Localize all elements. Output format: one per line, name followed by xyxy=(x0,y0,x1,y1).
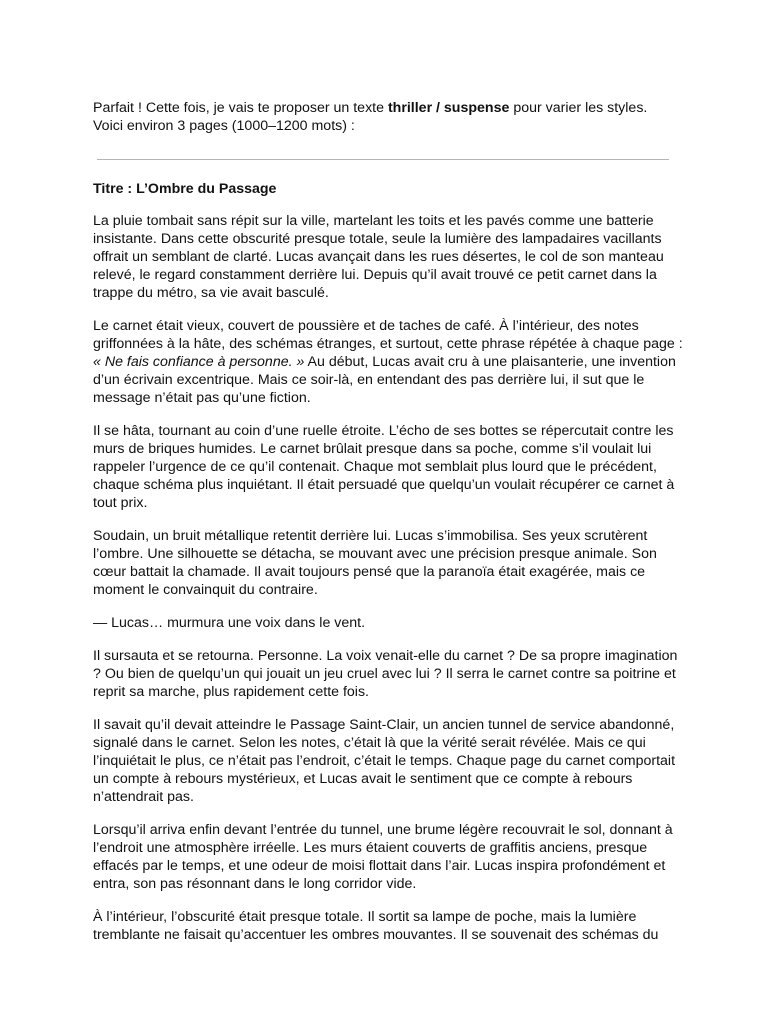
paragraph-9: À l’intérieur, l’obscurité était presque totale. Il sortit sa lampe de poche, mais la lumière tremblante ne faisait qu’accentuer les ombres mouvantes. Il se souvenait des schémas du xyxy=(93,909,659,943)
paragraph-1: La pluie tombait sans répit sur la ville, martelant les toits et les pavés comme une batterie insistante. Dans cette obscurité presque totale, seule la lumière des lampadaires vacillants offrait un semblant de clarté. Lucas avançait dans les rues désertes, le col de son manteau relevé, le regard constamment derrière lui. Depuis qu’il avait trouvé ce petit carnet dans la trappe du métro, sa vie avait basculé. xyxy=(93,213,664,301)
paragraph-2-start: Le carnet était vieux, couvert de poussière et de taches de café. À l’intérieur, des notes griffonnées à la hâte, des schémas étranges, et surtout, cette phrase répétée à chaque page : xyxy=(93,318,683,352)
story-title: Titre : L’Ombre du Passage xyxy=(93,181,277,197)
intro-line1-start: Parfait ! Cette fois, je vais te proposer un texte xyxy=(93,100,388,116)
paragraph-5-dialogue: — Lucas… murmura une voix dans le vent. xyxy=(93,615,366,631)
intro-text xyxy=(93,99,685,135)
paragraph-2-quote: « Ne fais confiance à personne. » xyxy=(93,354,305,370)
paragraph-6: Il sursauta et se retourna. Personne. La voix venait-elle du carnet ? De sa propre imagination ? Ou bien de quelqu’un qui jouait un jeu cruel avec lui ? Il serra le carnet contre sa poitrine et reprit sa marche, plus rapidement cette fois. xyxy=(93,648,678,700)
paragraph-2 xyxy=(93,317,685,407)
paragraph-2-end: Au début, Lucas avait cru à une plaisanterie, une invention d’un écrivain excentrique. Mais ce soir-là, en entendant des pas derrière lui, il sut que le message n’était pas qu’une fiction. xyxy=(93,354,676,406)
intro-line2: Voici environ 3 pages (1000–1200 mots) : xyxy=(93,118,355,134)
paragraph-7: Il savait qu’il devait atteindre le Passage Saint-Clair, un ancien tunnel de service abandonné, signalé dans le carnet. Selon les notes, c’était là que la vérité serait révélée. Mais ce qui l’inquiétait le plus, ce n’était pas l’endroit, c’était le temps. Chaque page du carnet comportait un compte à rebours mystérieux, et Lucas avait le sentiment que ce compte à rebours n’attendrait pas. xyxy=(93,717,676,805)
horizontal-divider xyxy=(97,159,669,160)
document-page xyxy=(93,99,685,944)
intro-line1-end: pour varier les styles. xyxy=(509,100,648,116)
paragraph-8: Lorsqu’il arriva enfin devant l’entrée du tunnel, une brume légère recouvrait le sol, donnant à l’endroit une atmosphère irréelle. Les murs étaient couverts de graffitis anciens, presque effacés par le temps, et une odeur de moisi flottait dans l’air. Lucas inspira profondément et entra, son pas résonnant dans le long corridor vide. xyxy=(93,822,673,892)
paragraph-3: Il se hâta, tournant au coin d’une ruelle étroite. L’écho de ses bottes se répercutait contre les murs de briques humides. Le carnet brûlait presque dans sa poche, comme s’il voulait lui rappeler l’urgence de ce qu’il contenait. Chaque mot semblait plus lourd que le précédent, chaque schéma plus inquiétant. Il était persuadé que quelqu’un voulait récupérer ce carnet à tout prix. xyxy=(93,423,675,511)
intro-genre-bold: thriller / suspense xyxy=(387,100,510,116)
paragraph-4: Soudain, un bruit métallique retentit derrière lui. Lucas s’immobilisa. Ses yeux scrutèrent l’ombre. Une silhouette se détacha, se mouvant avec une précision presque animale. Son cœur battait la chamade. Il avait toujours pensé que la paranoïa était exagérée, mais ce moment le convainquit du contraire. xyxy=(93,528,657,598)
